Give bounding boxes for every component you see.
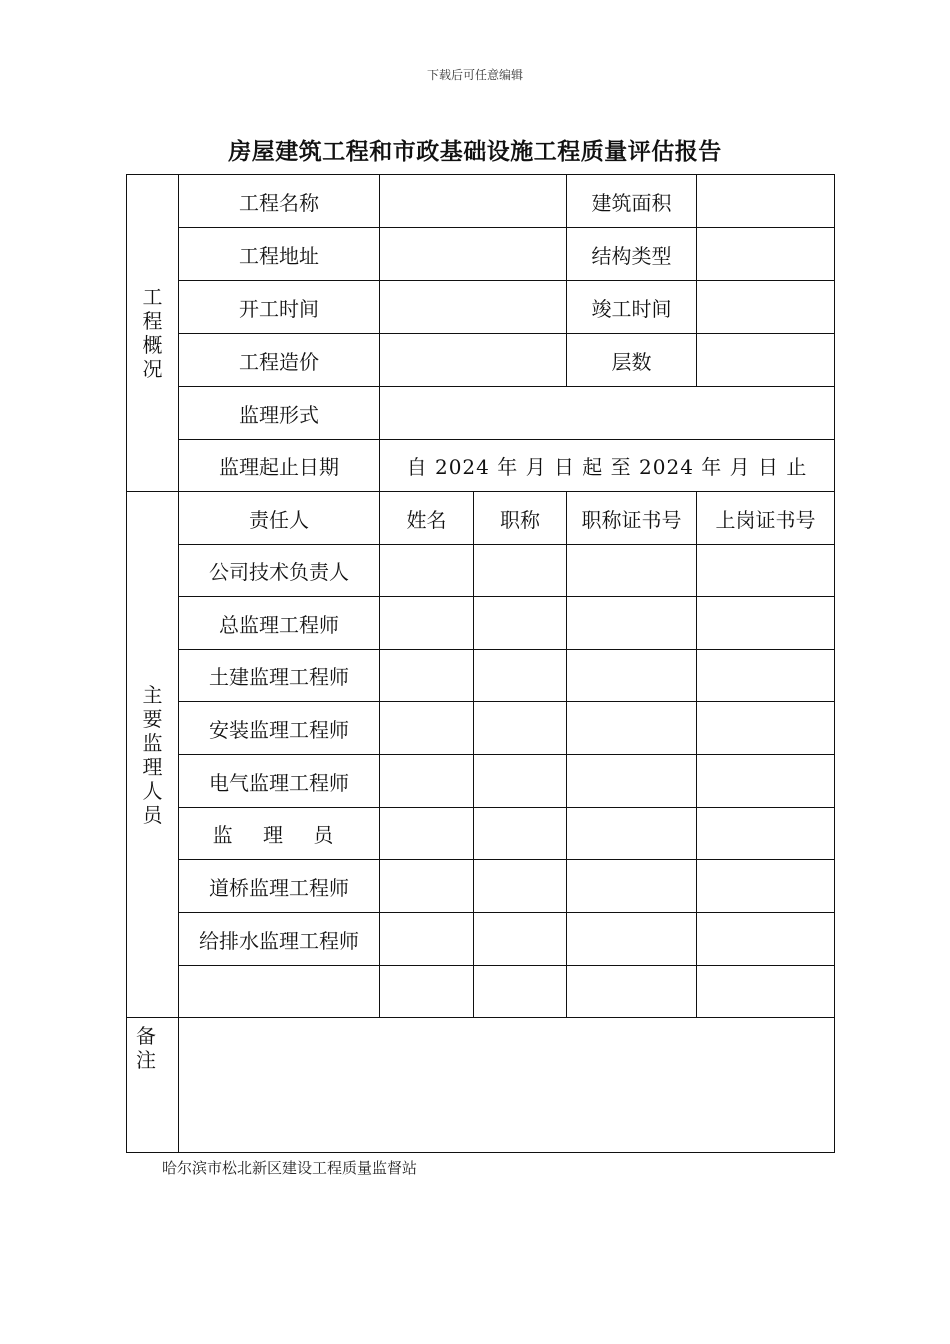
post-cert-field[interactable]: [696, 965, 835, 1018]
name-field[interactable]: [379, 596, 474, 650]
report-title: 房屋建筑工程和市政基础设施工程质量评估报告: [228, 138, 722, 165]
role-cell: 安装监理工程师: [178, 701, 380, 755]
role-cell: 监 理 员: [178, 807, 380, 860]
header-name: 姓名: [379, 491, 474, 545]
header-post-cert-no: 上岗证书号: [696, 491, 835, 545]
title-field[interactable]: [473, 807, 567, 860]
post-cert-field[interactable]: [696, 649, 835, 702]
completion-time-label: 竣工时间: [566, 280, 697, 334]
header-responsible: 责任人: [178, 491, 380, 545]
name-field[interactable]: [379, 965, 474, 1018]
post-cert-field[interactable]: [696, 544, 835, 597]
project-name-field[interactable]: [379, 174, 567, 228]
project-cost-field[interactable]: [379, 333, 567, 387]
floors-field[interactable]: [696, 333, 835, 387]
report-table: [126, 174, 835, 1153]
personnel-section-cell: [126, 491, 179, 1018]
title-field[interactable]: [473, 965, 567, 1018]
remarks-field[interactable]: [178, 1017, 835, 1153]
name-field[interactable]: [379, 754, 474, 808]
remarks-label-cell: [126, 1017, 179, 1153]
title-cert-field[interactable]: [566, 596, 697, 650]
title-cert-field[interactable]: [566, 912, 697, 966]
title-field[interactable]: [473, 701, 567, 755]
post-cert-field[interactable]: [696, 596, 835, 650]
role-cell: 道桥监理工程师: [178, 859, 380, 913]
name-field[interactable]: [379, 912, 474, 966]
floors-label: 层数: [566, 333, 697, 387]
title-cert-field[interactable]: [566, 754, 697, 808]
post-cert-field[interactable]: [696, 807, 835, 860]
footer-org: 哈尔滨市松北新区建设工程质量监督站: [162, 1159, 418, 1177]
remarks-label: 备注: [136, 1024, 156, 1072]
post-cert-field[interactable]: [696, 754, 835, 808]
title-field[interactable]: [473, 912, 567, 966]
supervision-period-value: 自 2024 年 月 日 起 至 2024 年 月 日 止: [379, 439, 835, 492]
title-field[interactable]: [473, 596, 567, 650]
project-name-label: 工程名称: [178, 174, 380, 228]
title-field[interactable]: [473, 544, 567, 597]
header-title-cert-no: 职称证书号: [566, 491, 697, 545]
completion-time-field[interactable]: [696, 280, 835, 334]
role-cell: 公司技术负责人: [178, 544, 380, 597]
name-field[interactable]: [379, 807, 474, 860]
name-field[interactable]: [379, 701, 474, 755]
title-cert-field[interactable]: [566, 544, 697, 597]
name-field[interactable]: [379, 544, 474, 597]
name-field[interactable]: [379, 859, 474, 913]
role-cell-blank[interactable]: [178, 965, 380, 1018]
title-cert-field[interactable]: [566, 807, 697, 860]
supervision-form-label: 监理形式: [178, 386, 380, 440]
project-address-label: 工程地址: [178, 227, 380, 281]
header-note: 下载后可任意编辑: [426, 68, 523, 82]
structure-type-label: 结构类型: [566, 227, 697, 281]
post-cert-field[interactable]: [696, 859, 835, 913]
project-cost-label: 工程造价: [178, 333, 380, 387]
start-time-label: 开工时间: [178, 280, 380, 334]
start-time-field[interactable]: [379, 280, 567, 334]
building-area-field[interactable]: [696, 174, 835, 228]
building-area-label: 建筑面积: [566, 174, 697, 228]
name-field[interactable]: [379, 649, 474, 702]
title-field[interactable]: [473, 859, 567, 913]
title-field[interactable]: [473, 754, 567, 808]
project-address-field[interactable]: [379, 227, 567, 281]
title-cert-field[interactable]: [566, 701, 697, 755]
role-cell: 电气监理工程师: [178, 754, 380, 808]
structure-type-field[interactable]: [696, 227, 835, 281]
role-cell: 土建监理工程师: [178, 649, 380, 702]
title-cert-field[interactable]: [566, 649, 697, 702]
title-cert-field[interactable]: [566, 965, 697, 1018]
overview-section-cell: [126, 174, 179, 492]
header-title: 职称: [473, 491, 567, 545]
post-cert-field[interactable]: [696, 701, 835, 755]
personnel-section-label: 主要监理人员: [142, 682, 163, 827]
role-cell: 总监理工程师: [178, 596, 380, 650]
title-cert-field[interactable]: [566, 859, 697, 913]
overview-section-label: 工程概况: [142, 285, 163, 381]
role-cell: 给排水监理工程师: [178, 912, 380, 966]
post-cert-field[interactable]: [696, 912, 835, 966]
title-field[interactable]: [473, 649, 567, 702]
supervision-period-label: 监理起止日期: [178, 439, 380, 492]
supervision-form-field[interactable]: [379, 386, 835, 440]
